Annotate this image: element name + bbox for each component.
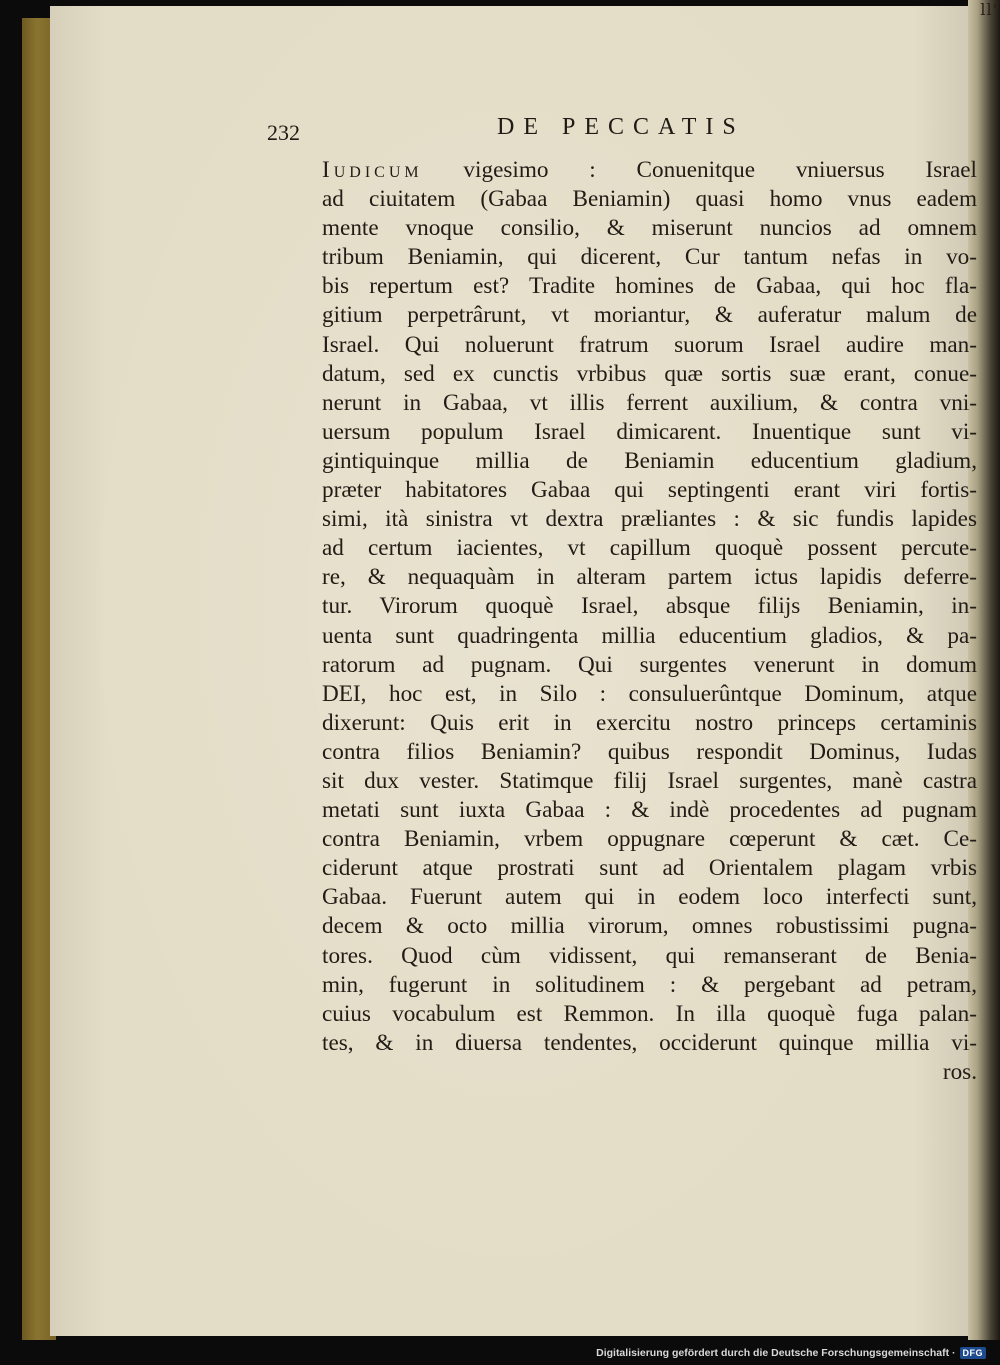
text-line: contra filios Beniamin? quibus respondit Dominus, Iudas [322,738,977,765]
opening-word: Iudicum [322,157,423,183]
text-line: DEI, hoc est, in Silo : consuluerûntque Dominum, atque [322,680,977,707]
text-line: tribum Beniamin, qui dicerent, Cur tantum nefas in vo- [322,244,977,271]
text-line: cuius vocabulum est Remmon. In illa quoquè fuga palan- [322,1000,977,1027]
catchword: ros. [942,1058,977,1085]
text-line: mente vnoque consilio, & miserunt nuncios ad omnem [322,215,977,242]
text-line: Iudicum vigesimo : Conuenitque vniuersus Israel [322,157,977,183]
digitization-credit [596,1347,986,1359]
page-number: 232 [267,120,300,145]
body-text [322,156,977,1087]
text-line: metati sunt iuxta Gabaa : & indè procedentes ad pugnam [322,797,977,824]
text-line: ratorum ad pugnam. Qui surgentes venerunt in domum [322,651,977,678]
text-line: ad ciuitatem (Gabaa Beniamin) quasi homo vnus eadem [322,186,977,213]
text-line: min, fugerunt in solitudinem : & pergebant ad petram, [322,971,977,998]
dfg-logo: DFG [960,1347,987,1359]
text-line: bis repertum est? Tradite homines de Gabaa, qui hoc fla- [322,273,977,300]
text-line: contra Beniamin, vrbem oppugnare cœperunt & cæt. Ce- [322,826,977,853]
text-line: datum, sed ex cunctis vrbibus quæ sortis suæ erant, conue- [322,360,977,387]
text-line: tur. Virorum quoquè Israel, absque filijs Beniamin, in- [322,593,977,620]
credit-text: Digitalisierung gefördert durch die Deutsche Forschungsgemeinschaft · [596,1347,956,1359]
running-title: DE PECCATIS [497,114,745,140]
text-line: Gabaa. Fuerunt autem qui in eodem loco interfecti sunt, [322,884,977,911]
text-line: sit dux vester. Statimque filij Israel surgentes, manè castra [322,767,977,794]
text-line: ad certum iacientes, vt capillum quoquè possent percute- [322,535,977,562]
text-line: Israel. Qui noluerunt fratrum suorum Israel audire man- [322,331,977,358]
text-line: re, & nequaquàm in alteram partem ictus lapidis deferre- [322,564,977,591]
edge-marks: ll' [980,0,998,19]
text-line: gintiquinque millia de Beniamin educentium gladium, [322,447,977,474]
text-line: tes, & in diuersa tendentes, occiderunt quinque millia vi- [322,1029,977,1056]
text-line: uersum populum Israel dimicarent. Inuentique sunt vi- [322,418,977,445]
text-line: nerunt in Gabaa, vt illis ferrent auxilium, & contra vni- [322,389,977,416]
text-line: tores. Quod cùm vidissent, qui remanserant de Benia- [322,942,977,969]
text-line: gitium perpetrârunt, vt moriantur, & auferatur malum de [322,302,977,329]
text-line: præter habitatores Gabaa qui septingenti erant viri fortis- [322,477,977,504]
text-line: dixerunt: Quis erit in exercitu nostro princeps certaminis [322,709,977,736]
text-line: decem & octo millia virorum, omnes robustissimi pugna- [322,913,977,940]
text-line: simi, ità sinistra vt dextra præliantes : & sic fundis lapides [322,506,977,533]
text-line: uenta sunt quadringenta millia educentium gladios, & pa- [322,622,977,649]
text-line: ciderunt atque prostrati sunt ad Orientalem plagam vrbis [322,855,977,882]
